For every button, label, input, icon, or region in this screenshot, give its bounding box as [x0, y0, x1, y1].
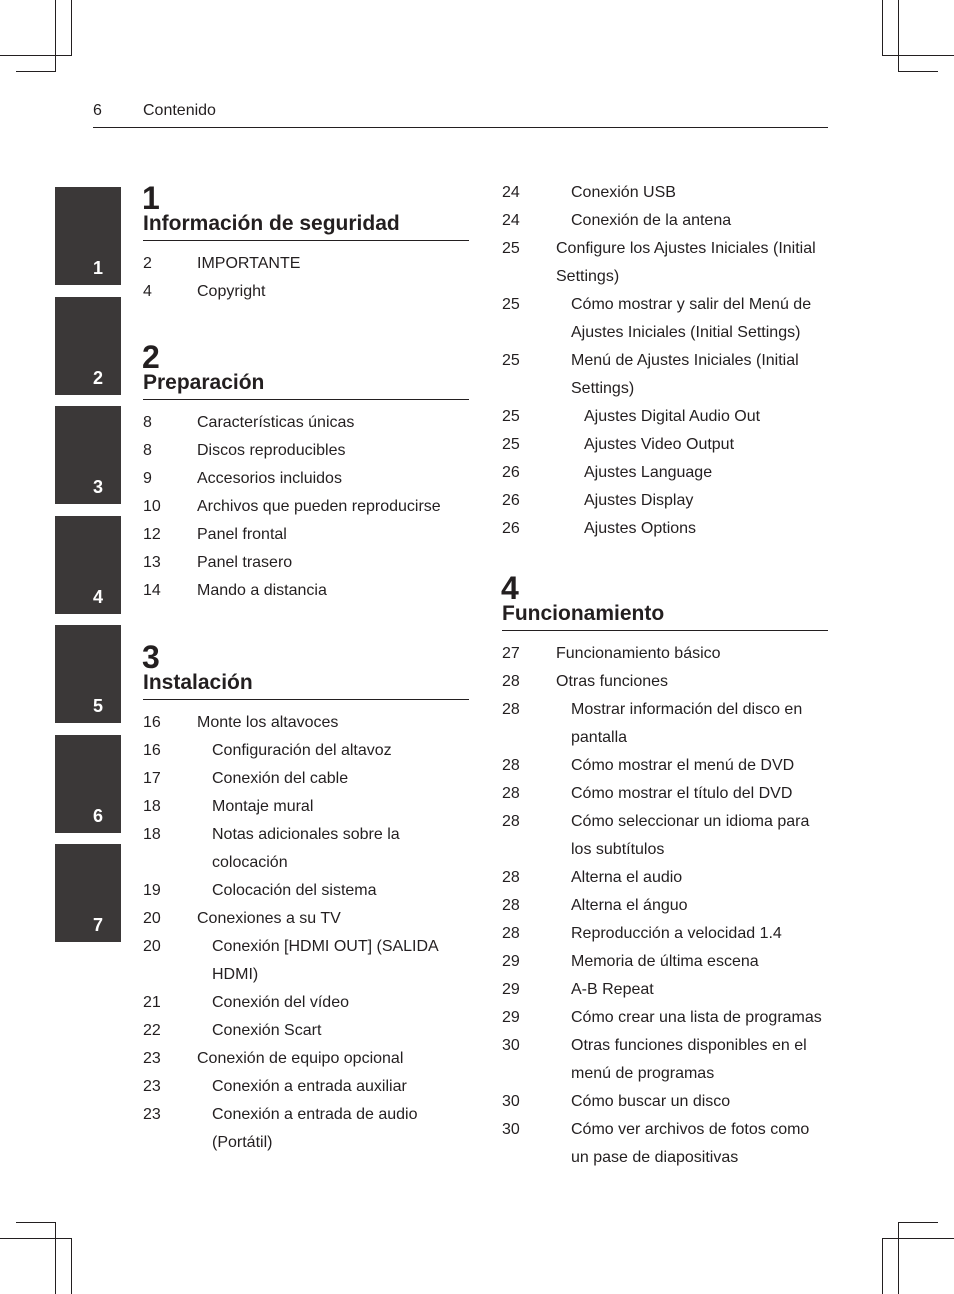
- crop-mark: [16, 1222, 56, 1223]
- crop-mark: [882, 1238, 883, 1294]
- toc-page-number: 28: [502, 757, 520, 774]
- toc-page-number: 24: [502, 212, 520, 229]
- toc-page-number: 29: [502, 981, 520, 998]
- toc-entry[interactable]: [143, 933, 469, 989]
- toc-entry-title: Conexión a entrada auxiliar: [212, 1078, 407, 1095]
- toc-entry[interactable]: [143, 877, 469, 905]
- toc-page-number: 12: [143, 526, 161, 543]
- toc-entry-title: Conexión de la antena: [571, 212, 732, 229]
- toc-entry[interactable]: [502, 696, 828, 752]
- toc-entry-title: Conexión [HDMI OUT] (SALIDA HDMI): [212, 938, 438, 983]
- toc-entry[interactable]: [143, 278, 469, 306]
- toc-page-number: 20: [143, 938, 161, 955]
- toc-page-number: 30: [502, 1121, 520, 1138]
- chapter-tab-5[interactable]: 5: [55, 625, 121, 723]
- toc-entry-title: Discos reproducibles: [197, 442, 346, 459]
- toc-page-number: 13: [143, 554, 161, 571]
- toc-entry[interactable]: [143, 521, 469, 549]
- toc-entry-title: Montaje mural: [212, 798, 314, 815]
- toc-page-number: 18: [143, 826, 161, 843]
- chapter-tab-4[interactable]: 4: [55, 516, 121, 614]
- toc-entry-title: Configuración del altavoz: [212, 742, 392, 759]
- crop-mark: [898, 0, 899, 72]
- toc-entry-title: Cómo mostrar el menú de DVD: [571, 757, 795, 774]
- toc-page-number: 28: [502, 869, 520, 886]
- toc-entry-title: Conexión del vídeo: [212, 994, 349, 1011]
- toc-entry[interactable]: [502, 1004, 828, 1032]
- toc-entry[interactable]: [502, 179, 828, 207]
- toc-list: [143, 709, 469, 1157]
- toc-page-number: 25: [502, 240, 520, 257]
- toc-entry[interactable]: [502, 1116, 828, 1172]
- toc-page-number: 28: [502, 701, 520, 718]
- section-number: 3: [142, 639, 160, 675]
- toc-page-number: 29: [502, 953, 520, 970]
- toc-entry[interactable]: [502, 668, 828, 696]
- toc-entry[interactable]: [143, 989, 469, 1017]
- crop-mark: [898, 71, 938, 72]
- toc-entry-title: Conexión USB: [571, 184, 676, 201]
- toc-entry[interactable]: [502, 864, 828, 892]
- toc-entry-title: Panel frontal: [197, 526, 287, 543]
- toc-entry[interactable]: [143, 1101, 469, 1157]
- toc-entry[interactable]: [143, 1017, 469, 1045]
- toc-section-continued: [502, 179, 828, 543]
- crop-mark: [0, 55, 72, 56]
- section-number: 4: [501, 570, 519, 606]
- toc-entry-title: Cómo crear una lista de programas: [571, 1009, 822, 1026]
- toc-entry[interactable]: [502, 948, 828, 976]
- toc-entry[interactable]: [502, 640, 828, 668]
- toc-entry-title: Conexiones a su TV: [197, 910, 341, 927]
- page-header: [93, 100, 828, 128]
- toc-page-number: 8: [143, 414, 152, 431]
- toc-entry-title: Configure los Ajustes Iniciales (Initial Settings): [556, 240, 816, 285]
- toc-entry[interactable]: [502, 976, 828, 1004]
- toc-entry-title: A-B Repeat: [571, 981, 654, 998]
- toc-page-number: 28: [502, 897, 520, 914]
- toc-entry[interactable]: [143, 709, 469, 737]
- toc-page-number: 21: [143, 994, 161, 1011]
- toc-section: [142, 339, 469, 605]
- toc-entry[interactable]: [143, 1073, 469, 1101]
- toc-entry[interactable]: [502, 487, 828, 515]
- toc-entry[interactable]: [143, 793, 469, 821]
- toc-page-number: 30: [502, 1093, 520, 1110]
- toc-entry-title: Notas adicionales sobre la colocación: [212, 826, 400, 871]
- toc-page-number: 26: [502, 492, 520, 509]
- toc-entry[interactable]: [502, 235, 828, 291]
- toc-page-number: 25: [502, 296, 520, 313]
- toc-entry[interactable]: [502, 207, 828, 235]
- section-number: 2: [142, 339, 160, 375]
- toc-page-number: 17: [143, 770, 161, 787]
- toc-page-number: 25: [502, 436, 520, 453]
- toc-entry-title: Copyright: [197, 283, 266, 300]
- toc-entry-title: Panel trasero: [197, 554, 293, 571]
- crop-mark: [16, 71, 56, 72]
- toc-entry[interactable]: [502, 403, 828, 431]
- toc-entry[interactable]: [143, 465, 469, 493]
- toc-entry-title: Cómo ver archivos de fotos como un pase de diapositivas: [571, 1121, 810, 1166]
- toc-entry-title: Archivos que pueden reproducirse: [197, 498, 441, 515]
- toc-entry[interactable]: [502, 892, 828, 920]
- toc-entry[interactable]: [502, 291, 828, 347]
- toc-entry-title: Alterna el ánguo: [571, 897, 688, 914]
- chapter-tab-3[interactable]: 3: [55, 406, 121, 504]
- toc-page-number: 30: [502, 1037, 520, 1054]
- section-title: Preparación: [143, 370, 469, 400]
- toc-list: [143, 409, 469, 605]
- section-title: Funcionamiento: [502, 601, 828, 631]
- crop-mark: [882, 1238, 954, 1239]
- toc-entry-title: Menú de Ajustes Iniciales (Initial Settings): [571, 352, 799, 397]
- toc-entry-title: Conexión Scart: [212, 1022, 322, 1039]
- toc-entry[interactable]: [143, 905, 469, 933]
- toc-entry-title: Mostrar información del disco en pantalla: [571, 701, 803, 746]
- page-number: 6: [93, 102, 102, 119]
- toc-page-number: 28: [502, 673, 520, 690]
- toc-page-number: 18: [143, 798, 161, 815]
- toc-page-number: 23: [143, 1050, 161, 1067]
- toc-page-number: 19: [143, 882, 161, 899]
- toc-page-number: 25: [502, 408, 520, 425]
- section-title: Información de seguridad: [143, 211, 469, 241]
- toc-entry[interactable]: [143, 493, 469, 521]
- toc-entry-title: Conexión a entrada de audio (Portátil): [212, 1106, 418, 1151]
- toc-section: [142, 639, 469, 1157]
- toc-page-number: 28: [502, 785, 520, 802]
- crop-mark: [55, 1222, 56, 1294]
- toc-entry[interactable]: [143, 1045, 469, 1073]
- toc-entry-title: Otras funciones: [556, 673, 669, 690]
- toc-entry-title: Memoria de última escena: [571, 953, 759, 970]
- toc-list: [143, 250, 469, 306]
- chapter-tab-1[interactable]: 1: [55, 187, 121, 285]
- toc-entry[interactable]: [143, 250, 469, 278]
- toc-entry-title: Cómo seleccionar un idioma para los subtítulos: [571, 813, 810, 858]
- toc-entry-title: Ajustes Digital Audio Out: [584, 408, 761, 425]
- toc-page-number: 22: [143, 1022, 161, 1039]
- toc-page-number: 16: [143, 742, 161, 759]
- toc-entry[interactable]: [143, 437, 469, 465]
- toc-page-number: 2: [143, 255, 152, 272]
- toc-page-number: 10: [143, 498, 161, 515]
- toc-entry[interactable]: [143, 821, 469, 877]
- toc-section: [501, 570, 828, 1172]
- toc-entry[interactable]: [502, 1088, 828, 1116]
- toc-entry-title: Monte los altavoces: [197, 714, 339, 731]
- toc-page-number: 26: [502, 464, 520, 481]
- toc-page-number: 24: [502, 184, 520, 201]
- crop-mark: [898, 1222, 899, 1294]
- crop-mark: [898, 1222, 938, 1223]
- toc-page-number: 14: [143, 582, 161, 599]
- toc-page-number: 28: [502, 925, 520, 942]
- toc-page-number: 8: [143, 442, 152, 459]
- toc-entry-title: Cómo mostrar y salir del Menú de Ajustes Iniciales (Initial Settings): [571, 296, 812, 341]
- toc-entry[interactable]: [502, 515, 828, 543]
- toc-entry[interactable]: [143, 765, 469, 793]
- toc-section: [142, 180, 469, 306]
- crop-mark: [882, 55, 954, 56]
- toc-page-number: 29: [502, 1009, 520, 1026]
- toc-entry[interactable]: [502, 347, 828, 403]
- toc-page-number: 20: [143, 910, 161, 927]
- toc-entry-title: Ajustes Language: [584, 464, 713, 481]
- toc-entry[interactable]: [502, 752, 828, 780]
- toc-page-number: 26: [502, 520, 520, 537]
- toc-page-number: 23: [143, 1106, 161, 1123]
- chapter-tab-2[interactable]: 2: [55, 297, 121, 395]
- toc-page-number: 25: [502, 352, 520, 369]
- crop-mark: [0, 1238, 72, 1239]
- chapter-tab-6[interactable]: 6: [55, 735, 121, 833]
- toc-list: [502, 179, 828, 543]
- header-title: Contenido: [143, 102, 216, 119]
- toc-entry[interactable]: [502, 920, 828, 948]
- toc-entry-title: Alterna el audio: [571, 869, 683, 886]
- toc-entry-title: Cómo mostrar el título del DVD: [571, 785, 793, 802]
- toc-entry[interactable]: [502, 431, 828, 459]
- toc-entry-title: Accesorios incluidos: [197, 470, 342, 487]
- toc-entry[interactable]: [502, 808, 828, 864]
- toc-entry-title: Cómo buscar un disco: [571, 1093, 731, 1110]
- toc-entry-title: Colocación del sistema: [212, 882, 377, 899]
- toc-page-number: 4: [143, 283, 152, 300]
- toc-entry-title: Conexión del cable: [212, 770, 349, 787]
- toc-entry[interactable]: [143, 577, 469, 605]
- toc-entry[interactable]: [502, 1032, 828, 1088]
- toc-page-number: 23: [143, 1078, 161, 1095]
- toc-entry-title: Ajustes Options: [584, 520, 697, 537]
- section-title: Instalación: [143, 670, 469, 700]
- chapter-tab-7[interactable]: 7: [55, 844, 121, 942]
- crop-mark: [71, 1238, 72, 1294]
- toc-entry-title: Otras funciones disponibles en el menú de programas: [571, 1037, 807, 1082]
- toc-entry-title: Conexión de equipo opcional: [197, 1050, 404, 1067]
- toc-entry-title: Ajustes Video Output: [584, 436, 735, 453]
- toc-page-number: 28: [502, 813, 520, 830]
- crop-mark: [71, 0, 72, 56]
- section-number: 1: [142, 180, 160, 216]
- toc-entry[interactable]: [502, 459, 828, 487]
- toc-entry[interactable]: [143, 409, 469, 437]
- crop-mark: [882, 0, 883, 56]
- toc-entry-title: Características únicas: [197, 414, 355, 431]
- toc-entry[interactable]: [502, 780, 828, 808]
- toc-list: [502, 640, 828, 1172]
- toc-entry[interactable]: [143, 737, 469, 765]
- toc-page-number: 27: [502, 645, 520, 662]
- toc-entry-title: IMPORTANTE: [197, 255, 301, 272]
- crop-mark: [55, 0, 56, 72]
- toc-entry-title: Mando a distancia: [197, 582, 327, 599]
- toc-entry-title: Ajustes Display: [584, 492, 694, 509]
- toc-page-number: 9: [143, 470, 152, 487]
- toc-entry-title: Reproducción a velocidad 1.4: [571, 925, 782, 942]
- toc-entry[interactable]: [143, 549, 469, 577]
- toc-entry-title: Funcionamiento básico: [556, 645, 721, 662]
- toc-page-number: 16: [143, 714, 161, 731]
